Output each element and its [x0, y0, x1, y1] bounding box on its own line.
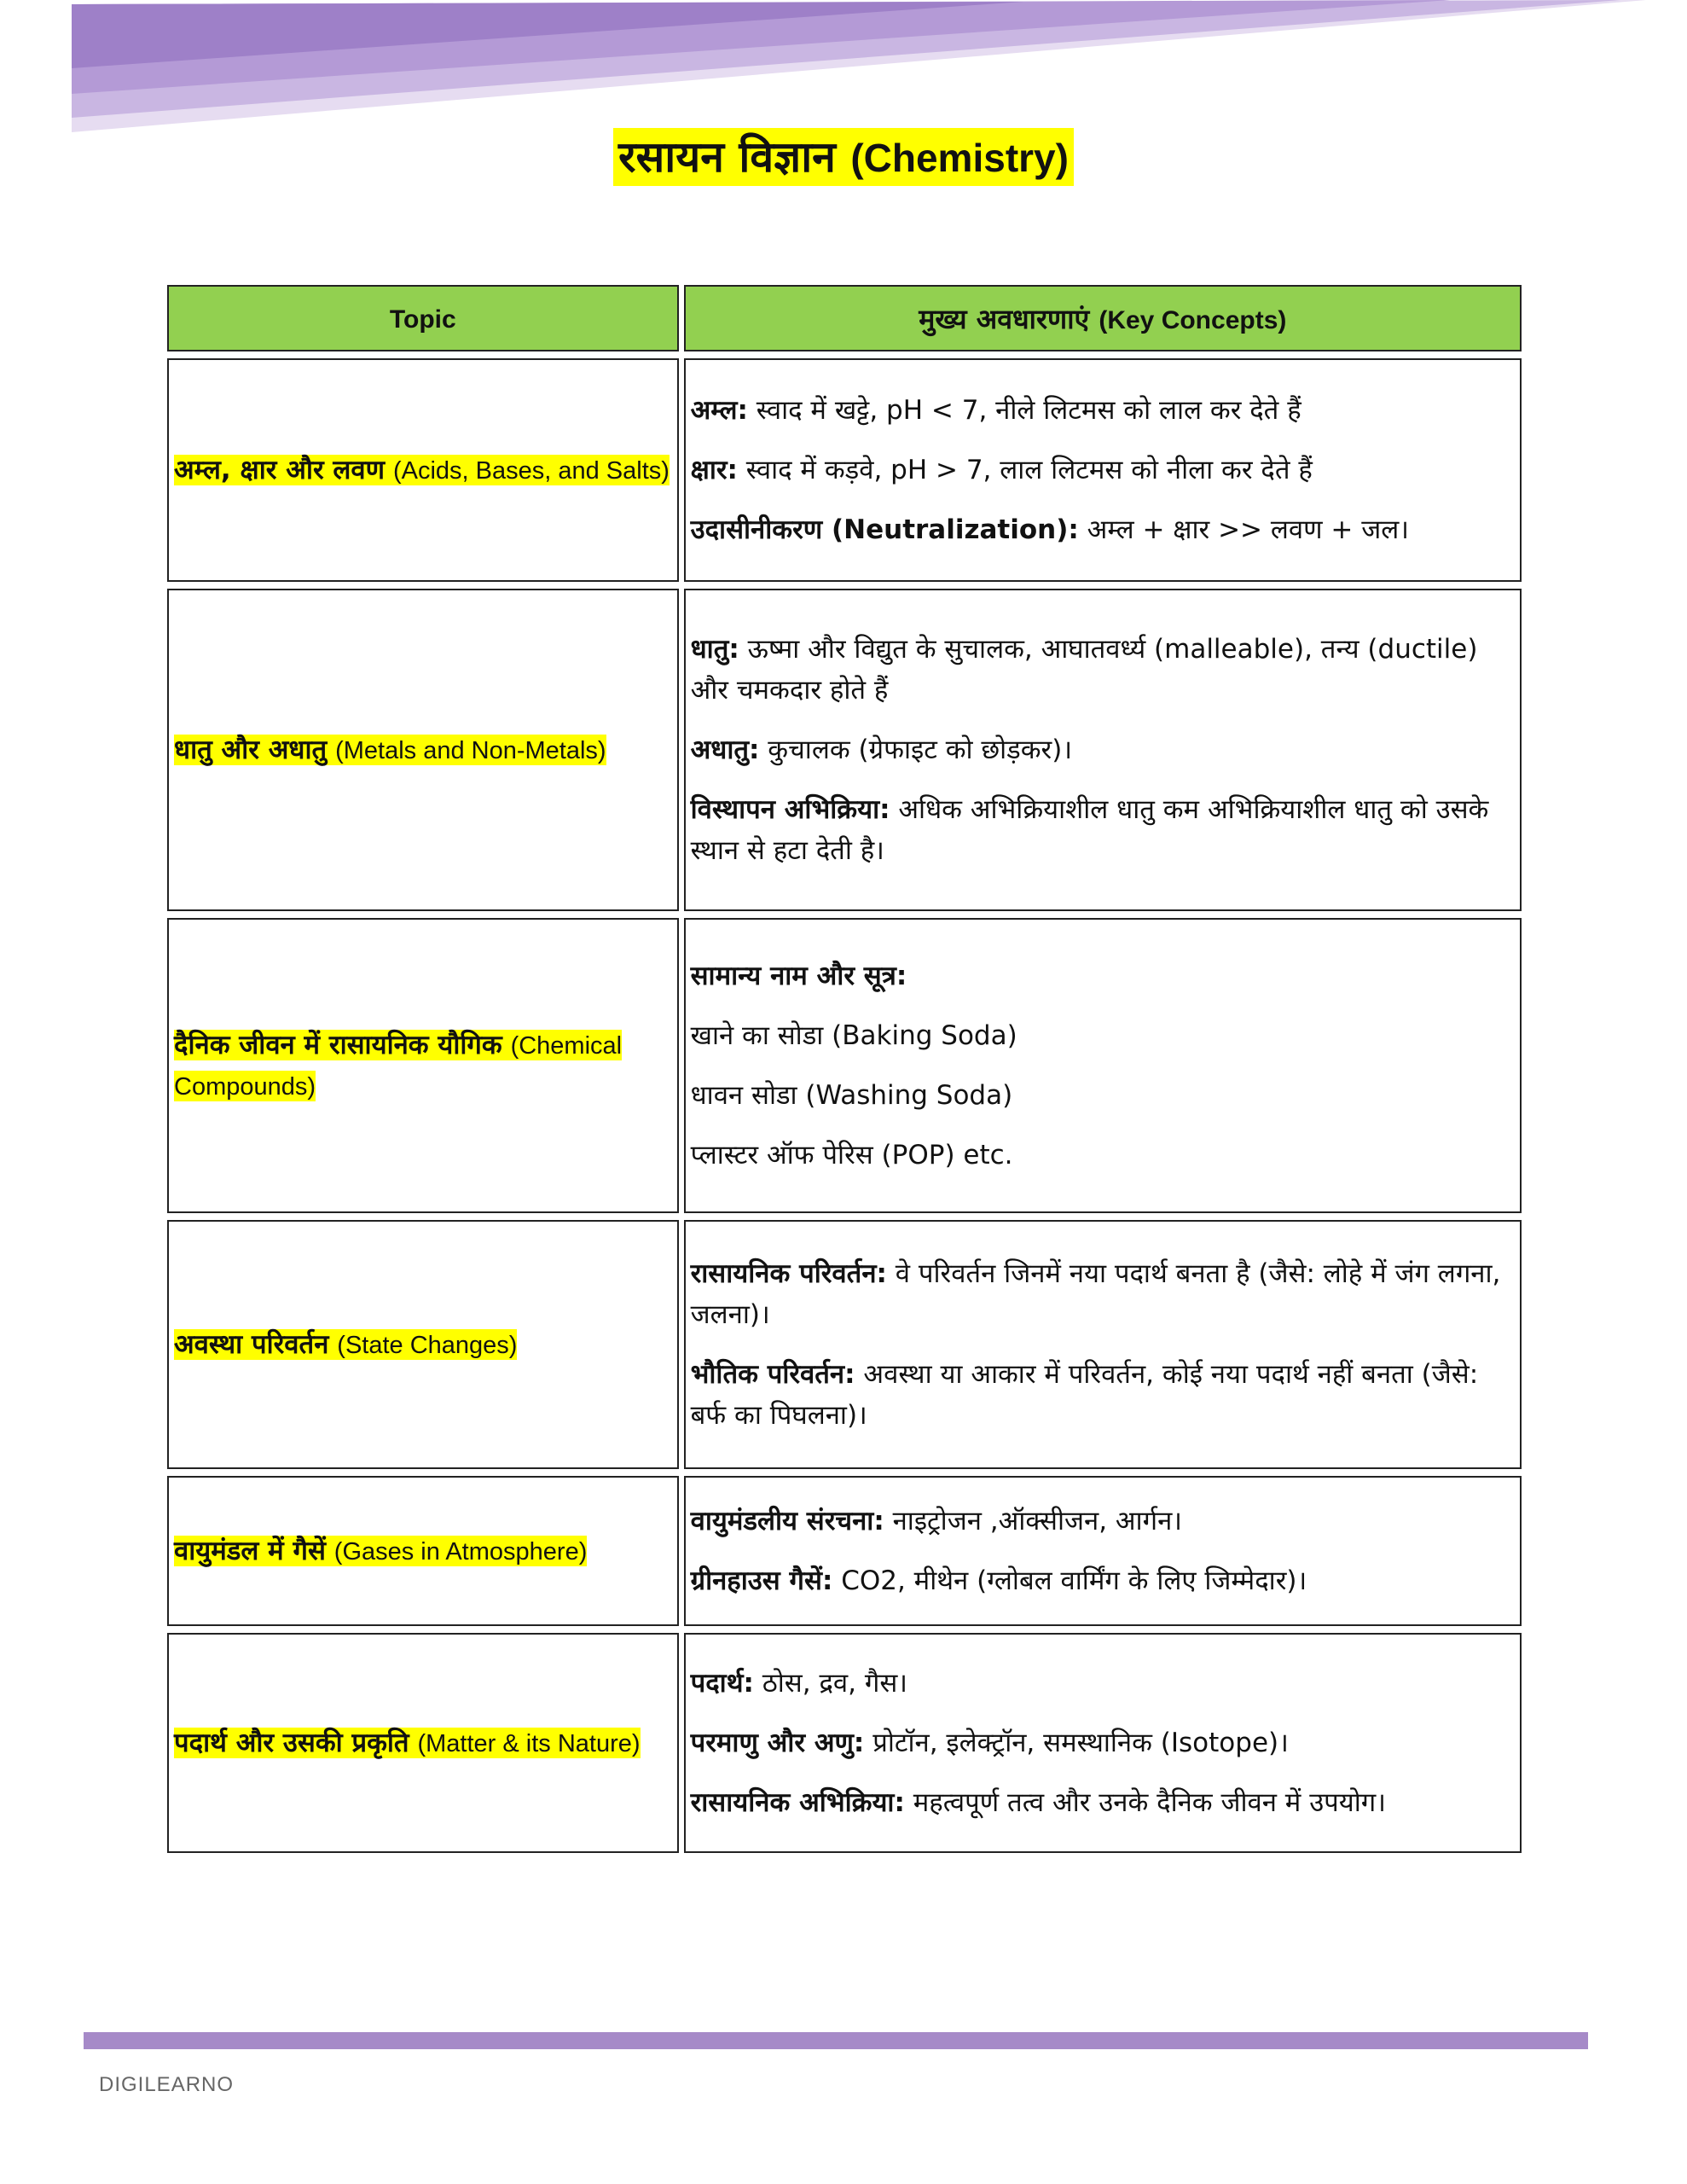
topic-cell [167, 1220, 679, 1469]
concept-term: भौतिक परिवर्तन: [690, 1359, 855, 1390]
concept-item [691, 1253, 1515, 1335]
header-banner [0, 0, 1687, 145]
concept-text: वे परिवर्तन जिनमें नया पदार्थ बनता है (जैसे: लोहे में जंग लगना, जलना)। [690, 1258, 1501, 1330]
concept-item [691, 1560, 1515, 1601]
topic-hindi: वायुमंडल में गैसें [174, 1535, 326, 1566]
topic-cell [167, 918, 679, 1213]
topic-highlight [174, 1728, 641, 1758]
topic-english: (State Changes) [337, 1331, 518, 1359]
topic-highlight [174, 1329, 517, 1360]
concepts-cell [684, 589, 1522, 911]
concepts-cell [684, 1476, 1522, 1626]
concepts-cell [684, 1220, 1522, 1469]
concept-item [691, 509, 1515, 550]
concept-term: परमाणु और अणु: [690, 1727, 865, 1758]
title-hindi: रसायन विज्ञान [618, 132, 836, 182]
topic-label [174, 1531, 672, 1571]
concept-text: महत्वपूर्ण तत्व और उनके दैनिक जीवन में उपयोग। [904, 1787, 1386, 1819]
concept-text: अवस्था या आकार में परिवर्तन, कोई नया पदार्थ नहीं बनता (जैसे: बर्फ का पिघलना)। [690, 1359, 1479, 1432]
topic-hindi: अम्ल, क्षार और लवण [174, 454, 386, 485]
topic-label [174, 450, 672, 491]
concept-item [691, 1354, 1515, 1436]
concept-term: ग्रीनहाउस गैसें: [690, 1565, 833, 1596]
topic-cell [167, 1633, 679, 1853]
concept-item [691, 1501, 1515, 1542]
concept-text: कुचालक (ग्रेफाइट को छोड़कर)। [759, 734, 1073, 765]
footer-brand: DIGILEARNO [99, 2073, 235, 2096]
concept-item [691, 1663, 1515, 1704]
topic-hindi: धातु और अधातु [174, 734, 328, 765]
topic-hindi: पदार्थ और उसकी प्रकृति [174, 1727, 409, 1758]
concept-text: ठोस, द्रव, गैस। [753, 1667, 908, 1699]
concept-term: धातु: [690, 633, 739, 665]
concept-text: CO2, मीथेन (ग्लोबल वार्मिंग के लिए जिम्मेदार)। [832, 1565, 1307, 1596]
concept-item [691, 390, 1515, 431]
concept-text: प्लास्टर ऑफ पेरिस (POP) etc. [690, 1140, 1013, 1171]
concept-term: वायुमंडलीय संरचना: [690, 1505, 884, 1536]
table-row [167, 1476, 1522, 1626]
concept-item [691, 1782, 1515, 1823]
concept-item [691, 1135, 1515, 1176]
table-header-row [167, 285, 1522, 351]
header-concepts-english: (Key Concepts) [1099, 305, 1287, 334]
concept-term: रासायनिक परिवर्तन: [690, 1258, 887, 1289]
topic-label [174, 1324, 672, 1365]
header-key-concepts [684, 285, 1522, 351]
concept-item [691, 729, 1515, 770]
table-row [167, 1220, 1522, 1469]
page-title [613, 128, 1074, 186]
topic-english: (Gases in Atmosphere) [333, 1537, 588, 1565]
concept-item [691, 789, 1515, 871]
concept-item [691, 450, 1515, 491]
concept-text: प्रोटॉन, इलेक्ट्रॉन, समस्थानिक (Isotope)। [864, 1727, 1289, 1758]
table-row [167, 918, 1522, 1213]
concept-text: अधिक अभिक्रियाशील धातु कम अभिक्रियाशील धातु को उसके स्थान से हटा देती है। [690, 794, 1489, 867]
concept-item [691, 1015, 1515, 1056]
topic-english: (Chemical Compounds) [174, 1031, 623, 1101]
topic-hindi: अवस्था परिवर्तन [174, 1328, 329, 1360]
topic-highlight [174, 1536, 587, 1566]
title-container [0, 128, 1687, 186]
topic-english: (Metals and Non-Metals) [335, 736, 606, 764]
chemistry-table [162, 278, 1527, 1860]
concepts-cell [684, 1633, 1522, 1853]
concept-term: रासायनिक अभिक्रिया: [690, 1787, 905, 1819]
concept-text: ऊष्मा और विद्युत के सुचालक, आघातवर्ध्य (malleable), तन्य (ductile) और चमकदार होते हैं [690, 633, 1478, 706]
topic-cell [167, 358, 679, 582]
concept-term: क्षार: [690, 454, 738, 485]
concept-text: नाइट्रोजन ,ऑक्सीजन, आर्गन। [884, 1505, 1183, 1536]
header-concepts-hindi: मुख्य अवधारणाएं [919, 302, 1090, 335]
concepts-cell [684, 358, 1522, 582]
concept-term: विस्थापन अभिक्रिया: [690, 794, 890, 826]
topic-cell [167, 1476, 679, 1626]
footer-bar [84, 2032, 1588, 2049]
topic-highlight [174, 455, 670, 485]
table-row [167, 358, 1522, 582]
topic-label [174, 1722, 672, 1763]
topic-english: (Matter & its Nature) [417, 1729, 641, 1757]
topic-cell [167, 589, 679, 911]
concept-text: खाने का सोडा (Baking Soda) [690, 1019, 1017, 1051]
concept-text: स्वाद में खट्टे, pH < 7, नीले लिटमस को लाल कर देते हैं [747, 394, 1301, 426]
header-topic: Topic [167, 285, 679, 351]
concept-term: पदार्थ: [690, 1667, 754, 1699]
concept-item [691, 1722, 1515, 1763]
concept-text: स्वाद में कड़वे, pH > 7, लाल लिटमस को नीला कर देते हैं [737, 454, 1313, 485]
concept-item [691, 956, 1515, 996]
table-row [167, 589, 1522, 911]
concept-term: सामान्य नाम और सूत्र: [690, 960, 907, 991]
concept-item [691, 629, 1515, 711]
concept-term: अम्ल: [690, 394, 748, 426]
topic-label [174, 729, 672, 770]
concept-term: अधातु: [690, 734, 760, 765]
concept-text: अम्ल + क्षार >> लवण + जल। [1078, 514, 1409, 546]
title-english: (Chemistry) [850, 136, 1069, 180]
topic-highlight [174, 1030, 622, 1101]
concept-term: उदासीनीकरण (Neutralization): [690, 514, 1079, 546]
concept-item [691, 1075, 1515, 1116]
topic-label [174, 1025, 672, 1107]
topic-hindi: दैनिक जीवन में रासायनिक यौगिक [174, 1029, 502, 1060]
topic-highlight [174, 735, 606, 765]
concept-text: धावन सोडा (Washing Soda) [690, 1080, 1013, 1111]
topic-english: (Acids, Bases, and Salts) [392, 456, 670, 485]
concepts-cell [684, 918, 1522, 1213]
table-row [167, 1633, 1522, 1853]
